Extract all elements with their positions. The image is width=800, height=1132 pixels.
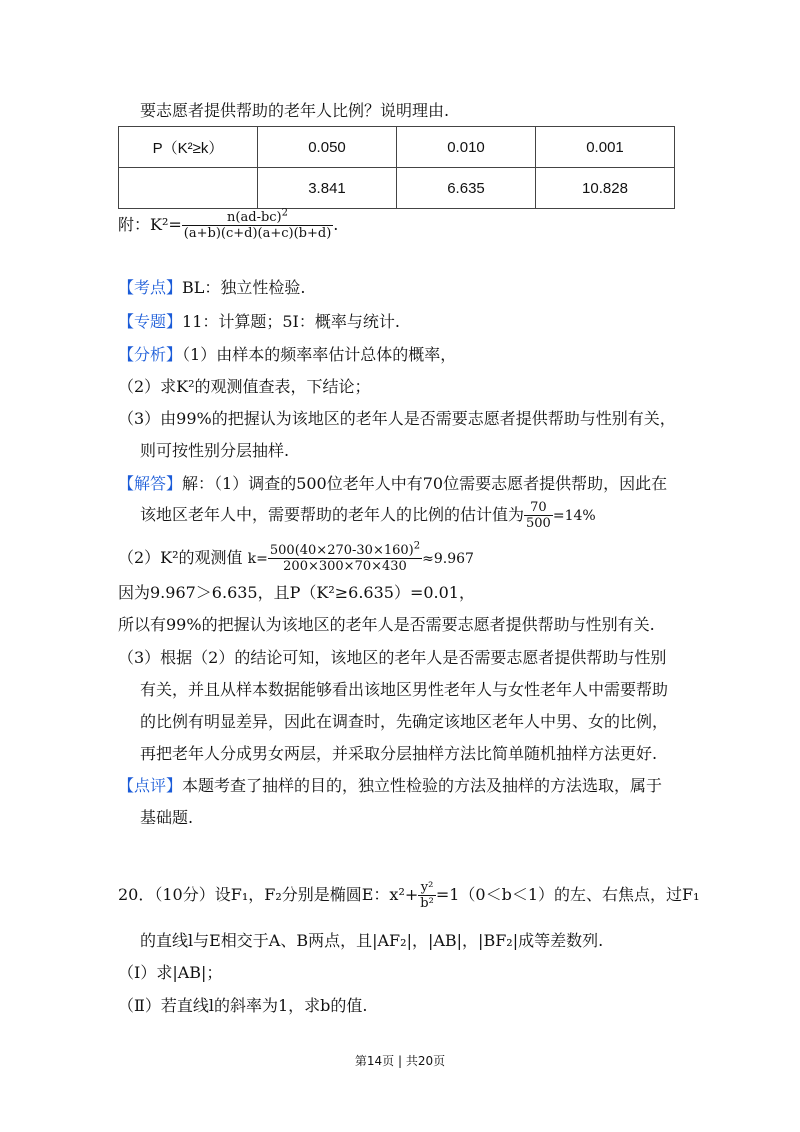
kaodian-text: BL：独立性检验. [182,278,306,297]
dianping-line-1 [118,775,662,797]
zhuanti-tag: 【专题】 [118,312,183,331]
k-label: k= [247,551,268,567]
fenxi-tag: 【分析】 [118,345,183,364]
dianping-tag: 【点评】 [118,776,183,795]
ratio-fraction [524,500,553,531]
question-20-line-2: 的直线l与E相交于A、B两点，且|AF₂|，|AB|，|BF₂|成等差数列. [140,931,604,950]
ratio-result: =14% [552,508,596,524]
ratio-denominator: 500 [526,516,551,531]
k-fraction [268,540,422,574]
appendix-formula [118,208,338,242]
fenxi-line-2: （2）求K²的观测值查表，下结论； [118,377,371,396]
kaodian-tag: 【考点】 [118,278,183,297]
table-cell: 3.841 [258,168,397,209]
fenxi-text: （1）由样本的频率率估计总体的概率， [182,345,457,364]
k2-denominator: (a+b)(c+d)(a+c)(b+d) [183,226,332,241]
jieda-line-6: （3）根据（2）的结论可知，该地区的老年人是否需要志愿者提供帮助与性别 [118,648,667,667]
question-text: 20．（10分）设F₁，F₂分别是椭圆E：x²+ [118,885,419,904]
jieda-line-2 [140,498,596,533]
table-cell [119,168,258,209]
jieda-line-4: 因为9.967＞6.635，且P（K²≥6.635）=0.01， [118,583,475,602]
appendix-suffix: . [333,215,339,234]
k-numerator: 500(40×270-30×160) [269,543,414,558]
table-cell: 10.828 [536,168,675,209]
table-cell: 0.010 [397,127,536,168]
ellipse-numerator: y² [418,880,436,896]
jieda-line-3 [118,541,474,576]
question-20-part-1: （Ⅰ）求|AB|； [118,963,223,982]
dianping-line-2: 基础题. [140,808,194,827]
ellipse-denominator: b² [420,896,434,911]
k2-power: 2 [281,207,289,219]
k2-fraction [182,207,334,241]
question-20-line-1 [118,876,700,914]
jieda-line-8: 的比例有明显差异，因此在调查时，先确定该地区老年人中男、女的比例， [140,712,669,731]
table-cell: 0.050 [258,127,397,168]
appendix-prefix: 附：K²= [118,215,182,234]
table-row [119,127,675,168]
table-cell: 0.001 [536,127,675,168]
jieda-text: 解：（1）调查的500位老年人中有70位需要志愿者提供帮助，因此在 [182,474,668,493]
jieda-text: （2）K²的观测值 [118,548,243,567]
ratio-numerator: 70 [524,500,553,516]
k-result: ≈9.967 [422,551,474,567]
k-power: 2 [413,540,421,552]
jieda-line-1 [118,473,667,495]
question-20-part-2: （Ⅱ）若直线l的斜率为1，求b的值. [118,996,368,1015]
jieda-text: 该地区老年人中，需要帮助的老年人的比例的估计值为 [140,505,525,524]
fenxi-line-3: （3）由99%的把握认为该地区的老年人是否需要志愿者提供帮助与性别有关， [118,409,676,428]
zhuanti-line [118,311,400,333]
jieda-line-9: 再把老年人分成男女两层，并采取分层抽样方法比简单随机抽样方法更好. [140,744,658,763]
k2-numerator: n(ad-bc) [227,210,282,225]
table-cell: 6.635 [397,168,536,209]
page-footer: 第14页 | 共20页 [354,1054,446,1068]
jieda-line-7: 有关，并且从样本数据能够看出该地区男性老年人与女性老年人中需要帮助 [140,680,669,699]
fenxi-line-4: 则可按性别分层抽样. [140,441,290,460]
jieda-tag: 【解答】 [118,474,183,493]
ellipse-fraction [418,880,436,911]
question-text: =1（0＜b＜1）的左、右焦点，过F₁ [435,885,700,904]
critical-value-table [118,126,675,209]
jieda-line-5: 所以有99%的把握认为该地区的老年人是否需要志愿者提供帮助与性别有关. [118,615,655,634]
table-row [119,168,675,209]
kaodian-line [118,277,306,299]
table-cell: P（K²≥k） [119,127,258,168]
zhuanti-text: 11：计算题；5I：概率与统计. [182,312,400,331]
k-denominator: 200×300×70×430 [283,559,407,574]
fenxi-line-1 [118,344,456,366]
dianping-text: 本题考查了抽样的目的，独立性检验的方法及抽样的方法选取，属于 [182,776,663,795]
intro-line: 要志愿者提供帮助的老年人比例？说明理由. [140,101,450,120]
